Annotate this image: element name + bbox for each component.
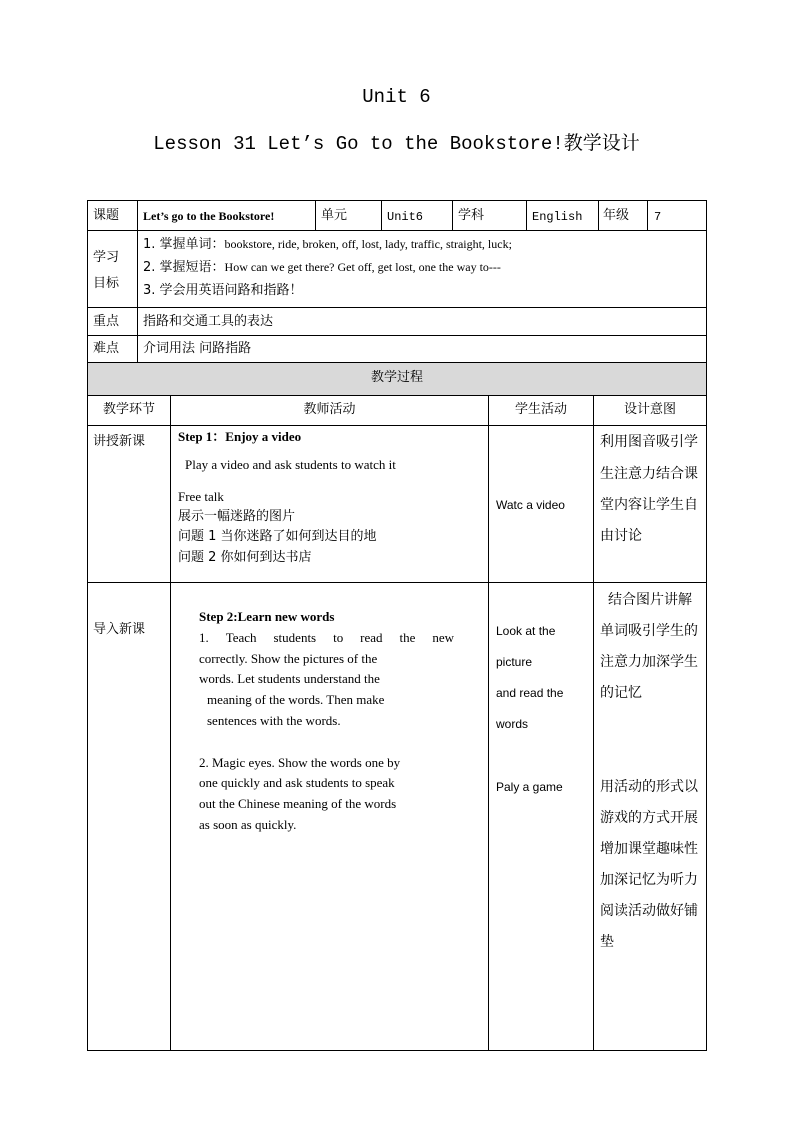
goal-item-3-prefix: 3. 学会用英语问路和指路！ — [143, 283, 303, 298]
step2-para2-line-1: 2. Magic eyes. Show the words one by — [199, 755, 401, 770]
word: Teach — [225, 630, 257, 645]
goals-label-line2: 目标 — [93, 276, 120, 291]
word: students — [273, 630, 317, 645]
step2-title: Step 2:Learn new words — [199, 609, 335, 624]
step2-intent1-line-2: 单词吸引学生的 — [600, 623, 698, 639]
goal-item-1-text: bookstore, ride, broken, off, lost, lady, traffic, straight, luck; — [224, 237, 512, 251]
grade-value: 7 — [654, 210, 662, 224]
topic-value: Let’s go to the Bookstore! — [143, 209, 275, 223]
header-teacher-activity: 教师活动 — [303, 402, 356, 417]
word: 1. — [199, 630, 209, 645]
goal-item-1-prefix: 1. 掌握单词： — [143, 237, 225, 252]
subject-label: 学科 — [458, 208, 485, 223]
goal-item-2-text: How can we get there? Get off, get lost, one the way to--- — [224, 260, 501, 274]
step2-intent2-line-2: 游戏的方式开展 — [600, 810, 698, 826]
step2-student-line-3: and read the — [496, 686, 564, 700]
word: to — [333, 630, 344, 645]
step1-line-1: Play a video and ask students to watch it — [185, 457, 396, 472]
step2-intent1-line-3: 注意力加深学生 — [600, 654, 698, 670]
step2-para1-first-line — [199, 630, 454, 646]
goals-label-line1: 学习 — [93, 250, 120, 265]
word: new — [432, 630, 454, 645]
key-point-label: 重点 — [93, 314, 120, 329]
process-section-title: 教学过程 — [370, 370, 423, 385]
step2-intent1-line-4: 的记忆 — [600, 685, 642, 701]
goal-item-2-prefix: 2. 掌握短语： — [143, 260, 225, 275]
lesson-title: Lesson 31 Let’s Go to the Bookstore!教学设计 — [153, 133, 640, 155]
subject-value: English — [532, 210, 583, 224]
unit-title: Unit 6 — [362, 86, 431, 108]
goal-item-1 — [143, 236, 512, 253]
step1-title: Step 1：Enjoy a video — [178, 429, 302, 444]
step2-intent2-line-5: 阅读活动做好铺 — [600, 903, 698, 919]
step1-intent-1: 利用图音吸引学 — [600, 434, 698, 450]
step2-para2-line-4: as soon as quickly. — [199, 817, 297, 832]
step2-phase: 导入新课 — [93, 622, 146, 637]
step2-intent2-line-3: 增加课堂趣味性 — [600, 841, 698, 857]
goal-item-2 — [143, 259, 501, 276]
step2-intent1-line-1: 结合图片讲解 — [608, 592, 692, 608]
header-design-intent: 设计意图 — [623, 402, 676, 417]
grade-label: 年级 — [603, 208, 630, 223]
step2-intent2-line-6: 垫 — [600, 934, 614, 950]
step1-line-2: Free talk — [178, 489, 224, 504]
step1-intent-4: 由讨论 — [600, 528, 642, 544]
step1-intent-3: 堂内容让学生自 — [600, 497, 698, 513]
step2-para2-line-3: out the Chinese meaning of the words — [199, 796, 397, 811]
unit-value: Unit6 — [387, 210, 424, 224]
step2-student-line-1: Look at the — [496, 624, 556, 638]
header-phase: 教学环节 — [102, 402, 155, 417]
step2-para1-line-3: words. Let students understand the — [199, 671, 380, 686]
step2-student-line-2: picture — [496, 655, 533, 669]
step1-line-5: 问题 2 你如何到达书店 — [178, 550, 312, 565]
difficulty-label: 难点 — [93, 341, 120, 356]
step1-student-activity: Watc a video — [496, 498, 565, 512]
step2-intent2-line-4: 加深记忆为听力 — [600, 872, 698, 888]
goal-item-3 — [143, 282, 303, 299]
header-student-activity: 学生活动 — [514, 402, 567, 417]
unit-label: 单元 — [321, 208, 348, 223]
step2-para1-line-2: correctly. Show the pictures of the — [199, 651, 378, 666]
step2-para2-line-2: one quickly and ask students to speak — [199, 775, 395, 790]
difficulty-value: 介词用法 问路指路 — [143, 341, 252, 356]
step2-para1-line-5: sentences with the words. — [207, 713, 341, 728]
topic-label: 课题 — [93, 208, 120, 223]
word: the — [399, 630, 416, 645]
word: read — [360, 630, 383, 645]
step1-phase: 讲授新课 — [93, 434, 146, 449]
step2-para1-line-4: meaning of the words. Then make — [207, 692, 385, 707]
step1-line-3: 展示一幅迷路的图片 — [178, 509, 296, 524]
step2-student-game: Paly a game — [496, 780, 563, 794]
step2-student-line-4: words — [496, 717, 529, 731]
step1-line-4: 问题 1 当你迷路了如何到达目的地 — [178, 529, 377, 544]
key-point-value: 指路和交通工具的表达 — [143, 314, 274, 329]
step2-intent2-line-1: 用活动的形式以 — [600, 779, 698, 795]
step1-intent-2: 生注意力结合课 — [600, 466, 698, 482]
